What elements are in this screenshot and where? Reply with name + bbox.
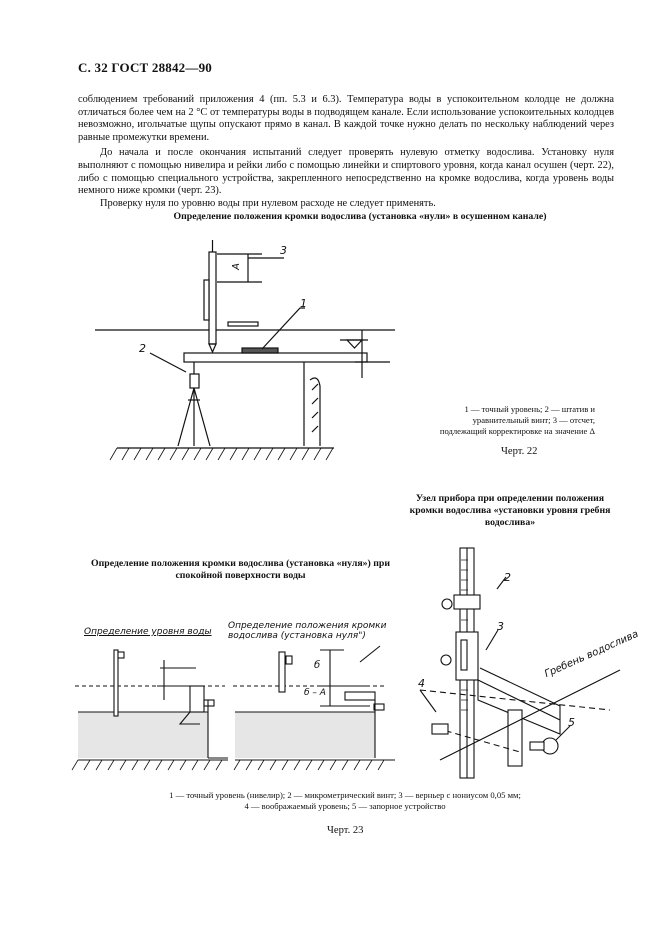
hand-crest-label: Гребень водослива [543, 628, 641, 681]
paragraph: Проверку нуля по уровню воды при нулевом расходе не следует применять. [100, 197, 436, 209]
label-node-3: 3 [497, 620, 504, 633]
label-node-5: 5 [568, 716, 575, 729]
label-A: А [230, 263, 242, 270]
paragraph: соблюдением требований приложения 4 (пп. 5.3 и 6.3). Температура воды в успокоительном колодце не должна отличаться более чем на 2 °С от температуры воды в подводящем канале. Если использование успокоительных колодцев невозможно, игольчатые щупы опускают прямо в канал. В каждой точке нужно делать по нескольку наблюдений через равные промежутки времени. [78, 94, 614, 143]
page-header: С. 32 ГОСТ 28842—90 [78, 60, 212, 75]
figure22-caption: 1 — точный уровень; 2 — штатив и уравнительный винт; 3 — отсчет, подлежащий корректировке на значение Δ [439, 404, 595, 436]
hand-crest-position: Определение положения кромки водослива (установка нуля") [228, 621, 387, 641]
dim-b: б [314, 660, 321, 671]
figure22-title: Определение положения кромки водослива (установка «нули» в осушенном канале) [173, 211, 547, 222]
label-3: 3 [280, 244, 287, 257]
figure23-right-title: Узел прибора при определении положения кромки водослива «установки уровня гребня водослива» [409, 493, 611, 528]
figure23-caption-line2: 4 — воображаемый уровень; 5 — запорное устройство [244, 801, 446, 811]
label-2: 2 [139, 342, 146, 355]
figure22-number: Черт. 22 [501, 446, 538, 457]
figure23-number: Черт. 23 [327, 825, 364, 836]
dim-b-minus-A: б – А [304, 688, 326, 698]
hand-water-level: Определение уровня воды [84, 627, 212, 637]
paragraph: До начала и после окончания испытаний следует проверять нулевую отметку водослива. Установку нуля выполняют с помощью нивелира и рейки либо с помощью линейки и спиртового уровня, когда канал осушен (черт. 22), либо с помощью специального устройства, закрепленного непосредственно на кромке водослива, когда уровень воды немного ниже кромки (черт. 23). [78, 147, 614, 197]
label-node-4: 4 [418, 677, 425, 690]
figure23-caption-line1: 1 — точный уровень (нивелир); 2 — микрометрический винт; 3 — верньер с нониусом 0,05 мм; [169, 790, 521, 800]
figure23-left-title: Определение положения кромки водослива (установка «нуля») при спокойной поверхности воды [91, 558, 390, 581]
label-node-2: 2 [504, 571, 511, 584]
label-1: 1 [300, 297, 307, 310]
